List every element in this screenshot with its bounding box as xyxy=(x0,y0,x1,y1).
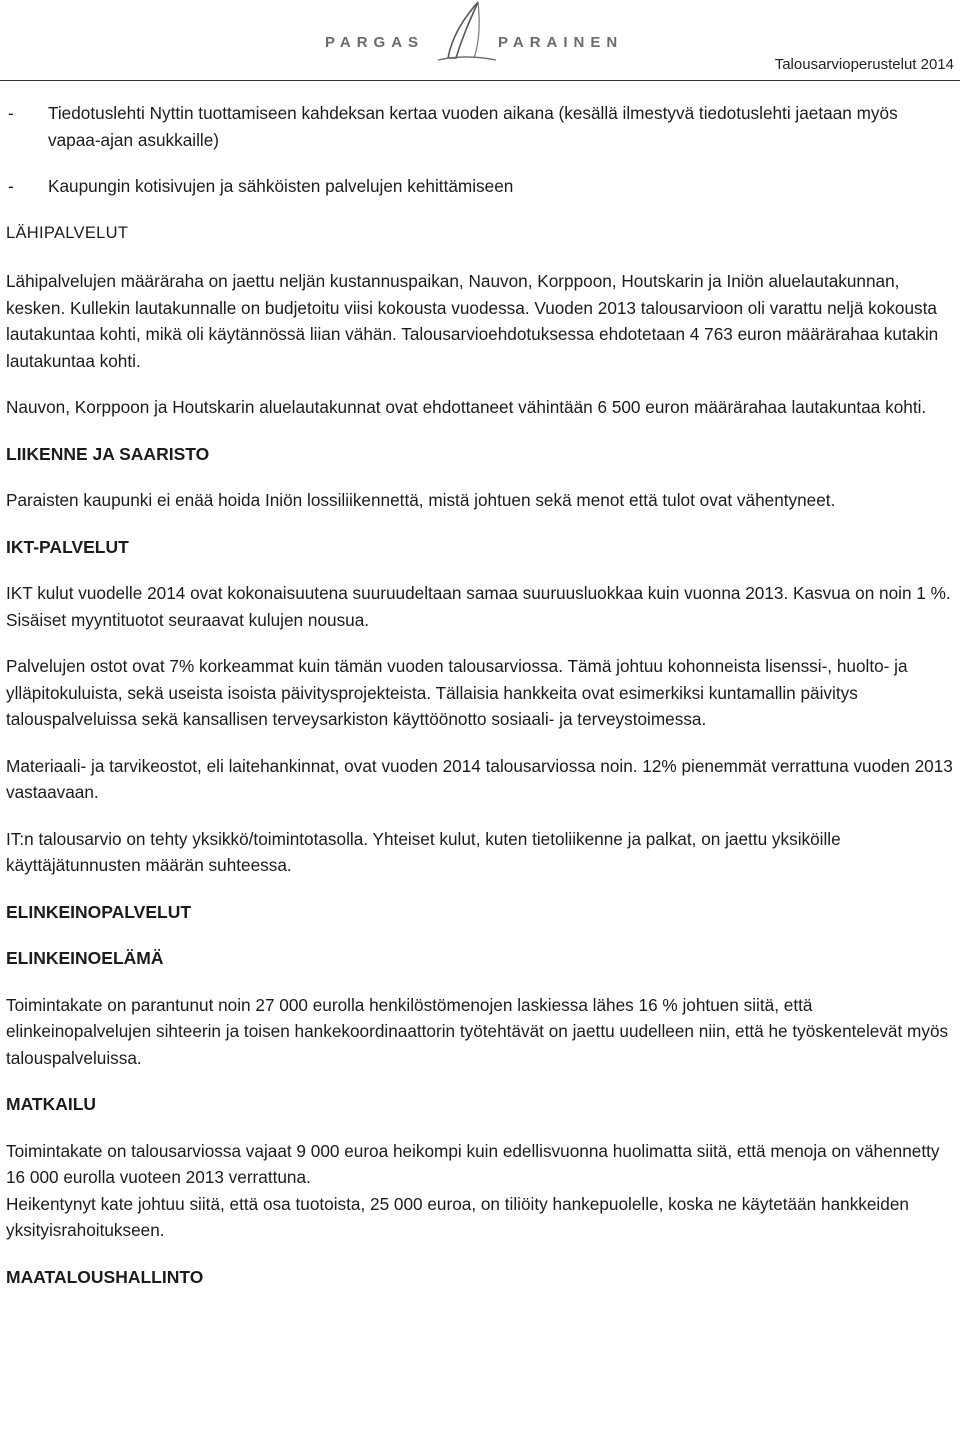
bullet-marker: - xyxy=(8,103,14,123)
list-item xyxy=(6,100,954,153)
bullet-text: Tiedotuslehti Nyttin tuottamiseen kahdeksan kertaa vuoden aikana (kesällä ilmestyvä tiedotuslehti jaetaan myös vapaa-ajan asukkaille) xyxy=(48,103,898,150)
paragraph: Nauvon, Korppoon ja Houtskarin aluelautakunnat ovat ehdottaneet vähintään 6 500 euron määrärahaa lautakuntaa kohti. xyxy=(6,397,927,417)
section-heading-lahipalvelut: LÄHIPALVELUT xyxy=(6,223,129,242)
list-item xyxy=(6,173,954,200)
paragraph: Toimintakate on parantunut noin 27 000 eurolla henkilöstömenojen laskiessa lähes 16 % johtuen siitä, että elinkeinopalvelujen sihteerin ja toisen hankekoordinaattorin työtehtävät on jaettu uudelleen niin, että he työskentelevät myös talouspalveluissa. xyxy=(6,994,949,1068)
paragraph: IKT kulut vuodelle 2014 ovat kokonaisuutena suuruudeltaan samaa suuruusluokkaa kuin vuonna 2013. Kasvua on noin 1 %. Sisäiset myyntituotot seuraavat kulujen nousua. xyxy=(6,583,951,630)
paragraph: Palvelujen ostot ovat 7% korkeammat kuin tämän vuoden talousarviossa. Tämä johtuu kohonneista lisenssi-, huolto- ja ylläpitokuluista, sekä useista isoista päivitysprojekteista. Tällaisia hankkeita ovat esimerkiksi kuntamallin päivitys talouspalveluissa sekä kansallisen terveysarkiston käyttöönotto sosiaali- ja terveystoimessa. xyxy=(6,656,908,729)
section-heading-liikenne: LIIKENNE JA SAARISTO xyxy=(6,443,210,464)
paragraph: Materiaali- ja tarvikeostot, eli laitehankinnat, ovat vuoden 2014 talousarviossa noin. 12% pienemmät verrattuna vuoden 2013 vastaavaan. xyxy=(6,755,953,802)
paragraph: Heikentynyt kate johtuu siitä, että osa tuotoista, 25 000 euroa, on tiliöity hankepuolelle, koska ne käytetään hankkeiden yksityisrahoitukseen. xyxy=(6,1193,909,1240)
section-heading-ikt: IKT-PALVELUT xyxy=(6,536,129,557)
paragraph: Paraisten kaupunki ei enää hoida Iniön lossiliikennettä, mistä johtuen sekä menot että tulot ovat vähentyneet. xyxy=(6,490,836,510)
bullet-marker: - xyxy=(8,176,14,196)
logo-text-pargas: PARGAS xyxy=(325,34,425,51)
logo-text-parainen: PARAINEN xyxy=(498,34,624,51)
document-title: Talousarvioperustelut 2014 xyxy=(774,56,954,73)
subsection-heading-elinkeinoelama: ELINKEINOELÄMÄ xyxy=(6,948,164,968)
document-body xyxy=(6,100,954,1310)
section-heading-elinkeinopalvelut: ELINKEINOPALVELUT xyxy=(6,901,192,922)
paragraph: Toimintakate on talousarviossa vajaat 9 000 euroa heikompi kuin edellisvuonna huolimatta siitä, että menoja on vähennetty 16 000 eurolla vuoteen 2013 verrattuna. xyxy=(6,1140,940,1187)
paragraph: Lähipalvelujen määräraha on jaettu neljän kustannuspaikan, Nauvon, Korppoon, Houtskarin ja Iniön aluelautakunnan, kesken. Kullekin lautakunnalle on budjetoitu viisi kokousta vuodessa. Vuoden 2013 talousarvioon oli varattu neljä kokousta lautakuntaa kohti, mikä oli käytännössä liian vähän. Talousarvioehdotuksessa ehdotetaan 4 763 euron määrärahaa kutakin lautakuntaa kohti. xyxy=(6,271,939,371)
subsection-heading-maataloushallinto: MAATALOUSHALLINTO xyxy=(6,1266,204,1287)
page-header xyxy=(0,0,960,92)
paragraph: IT:n talousarvio on tehty yksikkö/toimintotasolla. Yhteiset kulut, kuten tietoliikenne ja palkat, on jaettu yksiköille käyttäjätunnusten määrän suhteessa. xyxy=(6,828,841,875)
bullet-text: Kaupungin kotisivujen ja sähköisten palvelujen kehittämiseen xyxy=(48,176,514,196)
subsection-heading-matkailu: MATKAILU xyxy=(6,1094,97,1114)
header-divider xyxy=(0,80,960,81)
sail-logo-icon xyxy=(434,0,498,64)
